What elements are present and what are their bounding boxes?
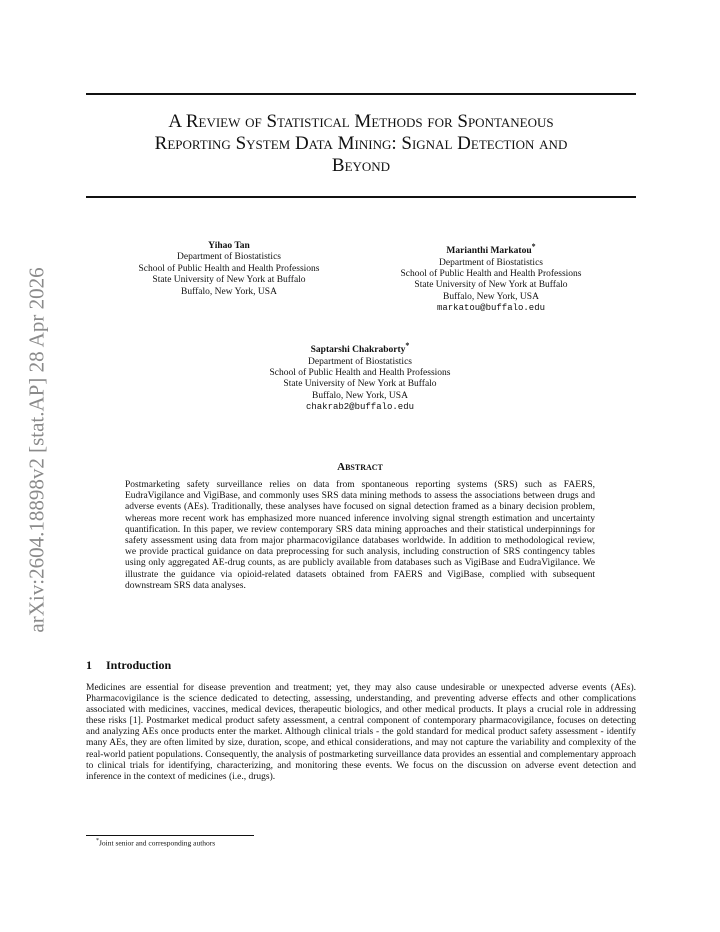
author-location: Buffalo, New York, USA <box>312 390 408 401</box>
author-block-markatou <box>400 241 581 315</box>
author-block-chakraborty <box>269 340 450 414</box>
abstract-heading: Abstract <box>337 461 383 473</box>
author-name: Saptarshi Chakraborty* <box>310 341 410 356</box>
author-department: Department of Biostatistics <box>177 252 281 263</box>
author-university: State University of New York at Buffalo <box>152 275 306 286</box>
author-name: Yihao Tan <box>208 241 250 251</box>
footnote-text: Joint senior and corresponding authors <box>99 838 216 848</box>
author-school: School of Public Health and Health Professions <box>269 367 451 378</box>
title-rule-top <box>86 93 636 95</box>
author-email[interactable]: markatou@buffalo.edu <box>436 303 546 314</box>
title-line-2: Reporting System Data Mining: Signal Detection and <box>154 133 568 154</box>
author-marker: * <box>531 242 536 251</box>
author-location: Buffalo, New York, USA <box>181 286 277 297</box>
abstract-body: Postmarketing safety surveillance relies on data from spontaneous reporting systems (SRS) such as FAERS, EudraVigilance and VigiBase, and commonly uses SRS data mining methods to assess the associations between drugs and adverse events (AEs). Traditionally, these analyses have focused on signal detection framed as a binary decision problem, whereas more recent work has emphasized more nuanced inference involving signal strength estimation and uncertainty quantification. In this paper, we review contemporary SRS data mining approaches and their statistical underpinnings for safety assessment using data from major pharmacovigilance databases worldwide. In addition to methodological review, we provide practical guidance on data preprocessing for such analysis, including construction of SRS contingency tables using only aggregated AE-drug counts, as are publicly available from databases such as VigiBase and EudraVigilance. We illustrate the guidance via opioid-related datasets obtained from FAERS and VigiBase, complied with subsequent downstream SRS data analyses. <box>125 480 595 591</box>
footnote-marker: * <box>96 838 99 844</box>
arxiv-identifier: arXiv:2604.18898v2 [stat.AP] 28 Apr 2026 <box>24 267 49 633</box>
author-department: Department of Biostatistics <box>439 257 543 268</box>
footnote <box>96 838 215 848</box>
section-title: Introduction <box>106 658 172 672</box>
author-email[interactable]: chakrab2@buffalo.edu <box>305 402 415 413</box>
author-school: School of Public Health and Health Professions <box>400 268 582 279</box>
author-university: State University of New York at Buffalo <box>414 280 568 291</box>
author-name: Marianthi Markatou* <box>446 242 536 257</box>
title-line-3: Beyond <box>331 155 391 176</box>
title-line-1: A Review of Statistical Methods for Spontaneous <box>168 111 554 132</box>
title-rule-bottom <box>86 196 636 198</box>
footnote-rule <box>86 835 254 836</box>
introduction-body: Medicines are essential for disease prevention and treatment; yet, they may also cause undesirable or unexpected adverse events (AEs). Pharmacovigilance is the science dedicated to detecting, assessing, understanding, and preventing adverse effects and other complications associated with medicines, vaccines, medical devices, therapeutic biologics, and other medical products. It plays a crucial role in addressing these risks [1]. Postmarket medical product safety assessment, a central component of contemporary pharmacovigilance, focuses on detecting and analyzing AEs once products enter the market. Although clinical trials - the gold standard for medical product safety assessment - identify many AEs, they are often limited by size, duration, scope, and ethical considerations, and may not capture the variability and complexity of the real-world patient populations. Consequently, the analysis of postmarketing surveillance data provides an essential and complementary approach to clinical trials for identifying, characterizing, and monitoring these events. We focus on the discussion on adverse event detection and inference in the context of medicines (i.e., drugs). <box>86 683 636 782</box>
author-university: State University of New York at Buffalo <box>283 379 437 390</box>
author-marker: * <box>405 341 410 350</box>
author-school: School of Public Health and Health Professions <box>138 263 320 274</box>
section-number: 1 <box>86 658 92 672</box>
author-block-tan <box>138 241 319 298</box>
section-heading <box>86 658 171 673</box>
author-location: Buffalo, New York, USA <box>443 291 539 302</box>
author-department: Department of Biostatistics <box>308 356 412 367</box>
paper-title <box>86 111 636 177</box>
